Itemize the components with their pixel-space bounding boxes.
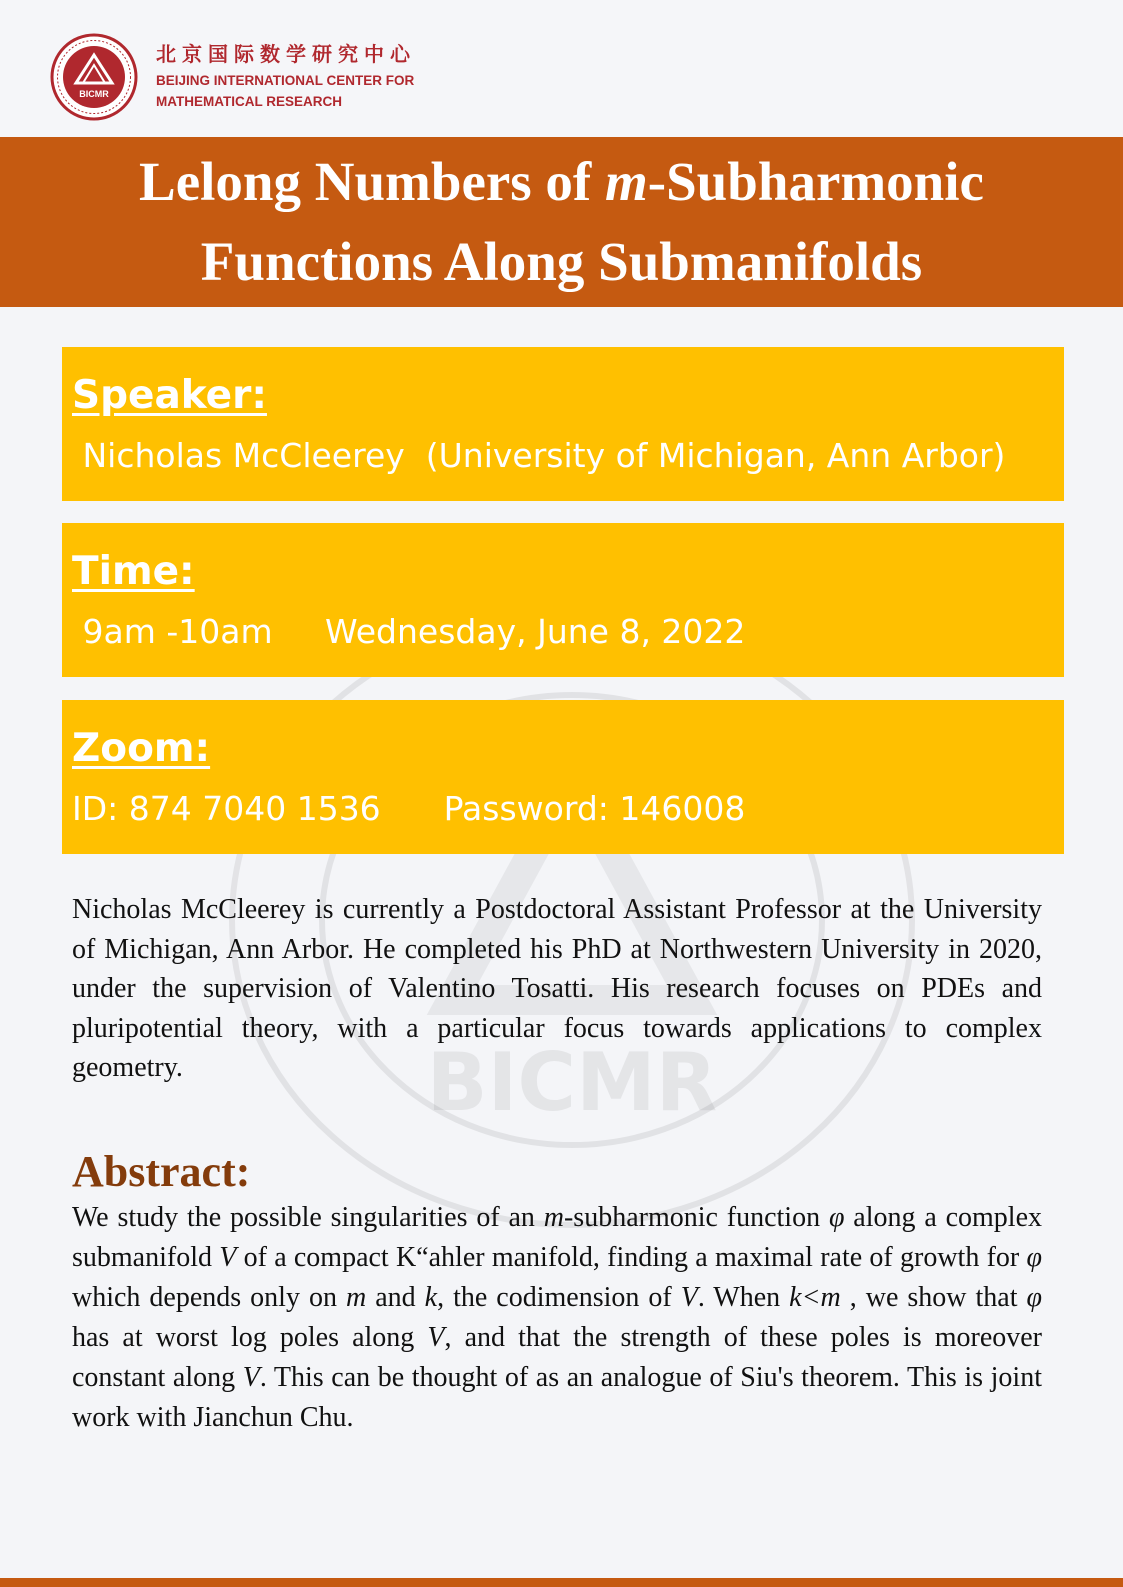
- talk-title: [139, 142, 984, 302]
- time-value: 9am -10am Wednesday, June 8, 2022: [72, 612, 746, 651]
- zoom-box: [62, 700, 1064, 854]
- watermark-text: BICMR: [426, 1036, 718, 1129]
- org-name-english-line1: BEIJING INTERNATIONAL CENTER FOR: [156, 73, 415, 88]
- title-line1-pre: Lelong Numbers of: [139, 151, 605, 212]
- title-band: [0, 137, 1123, 307]
- org-name-english: [156, 70, 414, 112]
- org-name-chinese: 北京国际数学研究中心: [156, 42, 416, 66]
- time-label: Time:: [72, 549, 195, 594]
- speaker-label: Speaker:: [72, 373, 267, 418]
- time-box: [62, 523, 1064, 677]
- abstract-body: We study the possible singularities of an m-subharmonic function φ along a complex submanifold V of a compact K“ahler manifold, finding a maximal rate of growth for φ which depends only on m and k, the codimension of V. When k<m , we show that φ has at worst log poles along V, and that the strength of these poles is moreover constant along V. This can be thought of as an analogue of Siu's theorem. This is joint work with Jianchun Chu.: [72, 1202, 1043, 1433]
- header: [0, 0, 1123, 137]
- abstract-heading: Abstract:: [72, 1147, 251, 1196]
- org-name-english-line2: MATHEMATICAL RESEARCH: [156, 94, 342, 109]
- speaker-box: [62, 347, 1064, 501]
- title-line1-post: -Subharmonic: [647, 151, 984, 212]
- speaker-value: Nicholas McCleerey (University of Michigan, Ann Arbor): [72, 436, 1006, 475]
- zoom-value: ID: 874 7040 1536 Password: 146008: [72, 789, 746, 828]
- zoom-label: Zoom:: [72, 726, 211, 771]
- title-line1-m: m: [605, 151, 648, 212]
- bottom-rule: [0, 1578, 1123, 1587]
- logo-text: BICMR: [79, 89, 109, 99]
- speaker-bio: Nicholas McCleerey is currently a Postdoctoral Assistant Professor at the University of Michigan, Ann Arbor. He completed his PhD at Northwestern University in 2020, under the supervision of Valentino Tosatti. His research focuses on PDEs and pluripotential theory, with a particular focus towards applications to complex geometry.: [72, 894, 1042, 1083]
- title-line2: Functions Along Submanifolds: [200, 231, 923, 292]
- bicmr-logo: [50, 33, 138, 121]
